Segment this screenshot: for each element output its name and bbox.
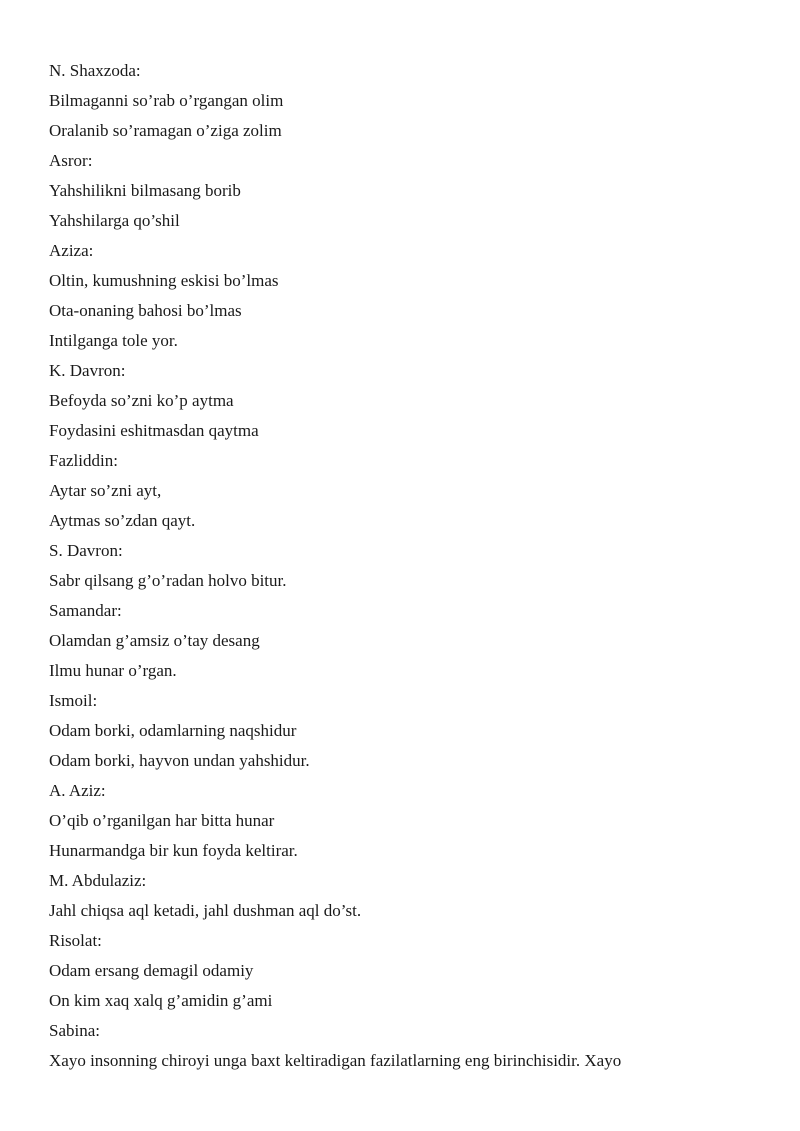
speaker-name: Aziza: bbox=[49, 241, 94, 260]
proverb-line: Jahl chiqsa aql ketadi, jahl dushman aql do’st. bbox=[49, 901, 362, 920]
speaker-name: M. Abdulaziz: bbox=[49, 871, 147, 890]
speaker-name: N. Shaxzoda: bbox=[49, 61, 141, 80]
speaker-name: S. Davron: bbox=[49, 541, 123, 560]
proverb-line: Bilmaganni so’rab o’rgangan olim bbox=[49, 91, 284, 110]
proverb-line: Olamdan g’amsiz o’tay desang bbox=[49, 631, 260, 650]
speaker-name: K. Davron: bbox=[49, 361, 126, 380]
proverb-line: Yahshilarga qo’shil bbox=[49, 211, 180, 230]
proverb-line: Odam borki, hayvon undan yahshidur. bbox=[49, 751, 310, 770]
proverb-line: Hunarmandga bir kun foyda keltirar. bbox=[49, 841, 298, 860]
proverb-line: Ota-onaning bahosi bo’lmas bbox=[49, 301, 242, 320]
speaker-name: Fazliddin: bbox=[49, 451, 118, 470]
speaker-name: Samandar: bbox=[49, 601, 122, 620]
speaker-name: Sabina: bbox=[49, 1021, 100, 1040]
proverb-line: Intilganga tole yor. bbox=[49, 331, 178, 350]
proverb-line: Oralanib so’ramagan o’ziga zolim bbox=[49, 121, 282, 140]
proverb-line: Foydasini eshitmasdan qaytma bbox=[49, 421, 259, 440]
document-text bbox=[49, 56, 769, 1076]
speaker-name: A. Aziz: bbox=[49, 781, 106, 800]
proverb-line: Yahshilikni bilmasang borib bbox=[49, 181, 241, 200]
proverb-line: Aytar so’zni ayt, bbox=[49, 481, 162, 500]
speaker-name: Ismoil: bbox=[49, 691, 98, 710]
proverb-line: Xayo insonning chiroyi unga baxt keltiradigan fazilatlarning eng birinchisidir. Xayo bbox=[49, 1051, 622, 1070]
proverb-line: Sabr qilsang g’o’radan holvo bitur. bbox=[49, 571, 287, 590]
proverb-line: O’qib o’rganilgan har bitta hunar bbox=[49, 811, 275, 830]
speaker-name: Risolat: bbox=[49, 931, 102, 950]
proverb-line: Oltin, kumushning eskisi bo’lmas bbox=[49, 271, 279, 290]
proverb-line: Odam borki, odamlarning naqshidur bbox=[49, 721, 297, 740]
proverb-line: Ilmu hunar o’rgan. bbox=[49, 661, 177, 680]
proverb-line: On kim xaq xalq g’amidin g’ami bbox=[49, 991, 273, 1010]
proverb-line: Odam ersang demagil odamiy bbox=[49, 961, 254, 980]
speaker-name: Asror: bbox=[49, 151, 93, 170]
proverb-line: Befoyda so’zni ko’p aytma bbox=[49, 391, 234, 410]
proverb-line: Aytmas so’zdan qayt. bbox=[49, 511, 196, 530]
